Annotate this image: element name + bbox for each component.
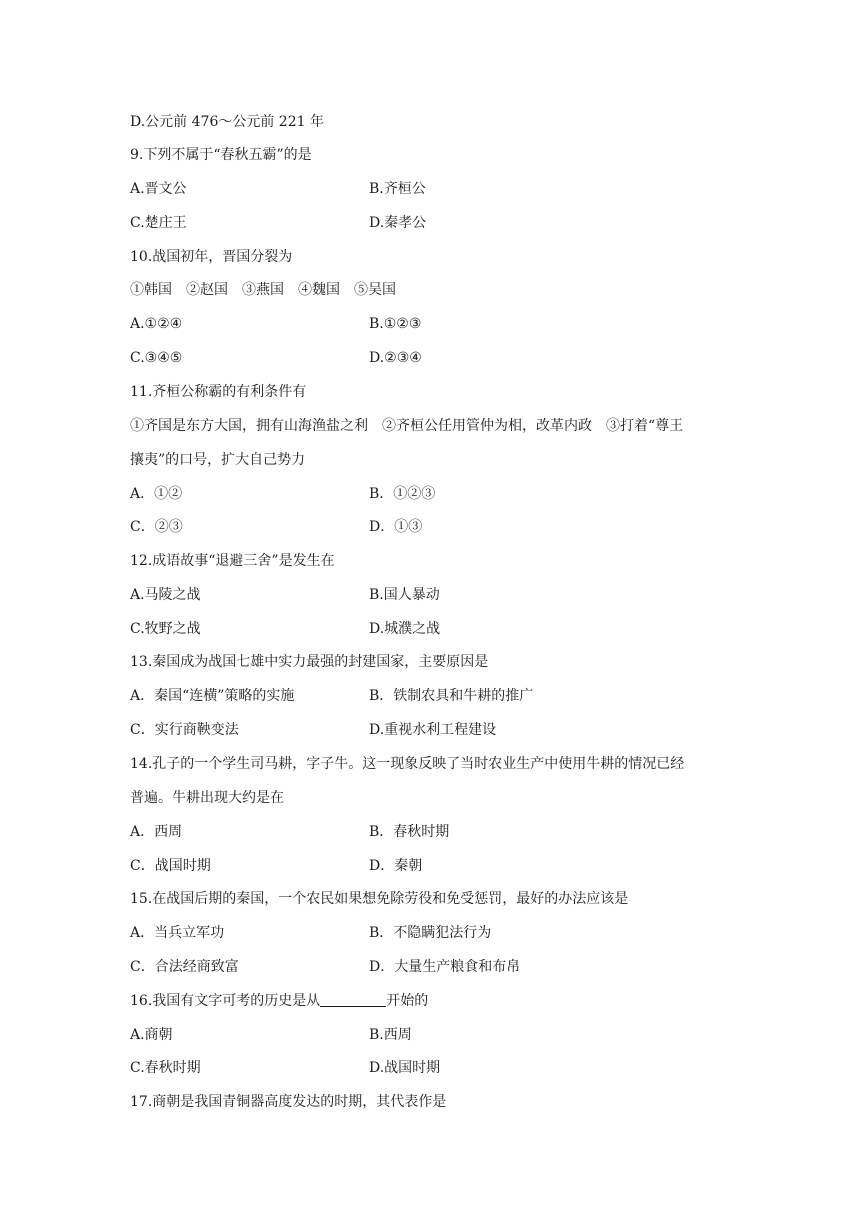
q8-option-d: D.公元前 476～公元前 221 年 — [130, 114, 324, 130]
q14-option-b: B．春秋时期 — [369, 824, 450, 840]
q14-stem-line1: 14.孔子的一个学生司马耕，字子牛。这一现象反映了当时农业生产中使用牛耕的情况已经 — [130, 756, 685, 772]
q10-items: ①韩国 ②赵国 ③燕国 ④魏国 ⑤吴国 — [130, 282, 396, 298]
q15-option-c: C．合法经商致富 — [130, 959, 239, 975]
q12-stem: 12.成语故事“退避三舍”是发生在 — [130, 553, 335, 569]
q14-stem-line2: 普遍。牛耕出现大约是在 — [130, 790, 284, 806]
answer-blank — [320, 992, 386, 1007]
q16-stem — [130, 991, 428, 1011]
q10-option-c: C.③④⑤ — [130, 350, 183, 366]
q13-option-b: B．铁制农具和牛耕的推广 — [369, 688, 534, 704]
q14-option-d: D．秦朝 — [369, 858, 423, 874]
q10-option-d: D.②③④ — [369, 350, 422, 366]
q12-option-d: D.城濮之战 — [369, 621, 441, 637]
q16-option-b: B.西周 — [369, 1027, 412, 1043]
q11-option-b: B．①②③ — [369, 486, 436, 502]
q15-stem: 15.在战国后期的秦国，一个农民如果想免除劳役和免受惩罚，最好的办法应该是 — [130, 891, 629, 907]
q16-option-d: D.战国时期 — [369, 1060, 441, 1076]
q16-stem-before: 16.我国有文字可考的历史是从 — [130, 993, 321, 1009]
q10-option-b: B.①②③ — [369, 316, 422, 332]
q16-option-c: C.春秋时期 — [130, 1060, 201, 1076]
q16-option-a: A.商朝 — [130, 1027, 173, 1043]
q13-stem: 13.秦国成为战国七雄中实力最强的封建国家，主要原因是 — [130, 654, 489, 670]
q11-option-c: C．②③ — [130, 519, 183, 535]
q9-option-c: C.楚庄王 — [130, 215, 187, 231]
q11-option-d: D．①③ — [369, 519, 423, 535]
q12-option-b: B.国人暴动 — [369, 587, 440, 603]
q10-option-a: A.①②④ — [130, 316, 183, 332]
q14-option-a: A．西周 — [130, 824, 183, 840]
q9-option-a: A.晋文公 — [130, 181, 187, 197]
q13-option-a: A．秦国“连横”策略的实施 — [130, 688, 295, 704]
q11-stem: 11.齐桓公称霸的有利条件有 — [130, 384, 307, 400]
q11-items-line1: ①齐国是东方大国，拥有山海渔盐之利 ②齐桓公任用管仲为相，改革内政 ③打着“尊王 — [130, 418, 684, 434]
q12-option-c: C.牧野之战 — [130, 621, 201, 637]
q11-option-a: A．①② — [130, 486, 183, 502]
q10-stem: 10.战国初年，晋国分裂为 — [130, 249, 293, 265]
q17-stem: 17.商朝是我国青铜器高度发达的时期，其代表作是 — [130, 1094, 447, 1110]
q9-stem: 9.下列不属于“春秋五霸”的是 — [130, 147, 312, 163]
q11-items-line2: 攘夷”的口号，扩大自己势力 — [130, 452, 306, 468]
q15-option-d: D．大量生产粮食和布帛 — [369, 959, 521, 975]
q12-option-a: A.马陵之战 — [130, 587, 201, 603]
q15-option-a: A．当兵立军功 — [130, 925, 225, 941]
q9-option-b: B.齐桓公 — [369, 181, 426, 197]
q15-option-b: B．不隐瞒犯法行为 — [369, 925, 492, 941]
q9-option-d: D.秦孝公 — [369, 215, 427, 231]
q14-option-c: C．战国时期 — [130, 858, 211, 874]
q16-stem-after: 开始的 — [386, 993, 429, 1009]
q13-option-d: D.重视水利工程建设 — [369, 722, 497, 738]
q13-option-c: C．实行商鞅变法 — [130, 722, 239, 738]
